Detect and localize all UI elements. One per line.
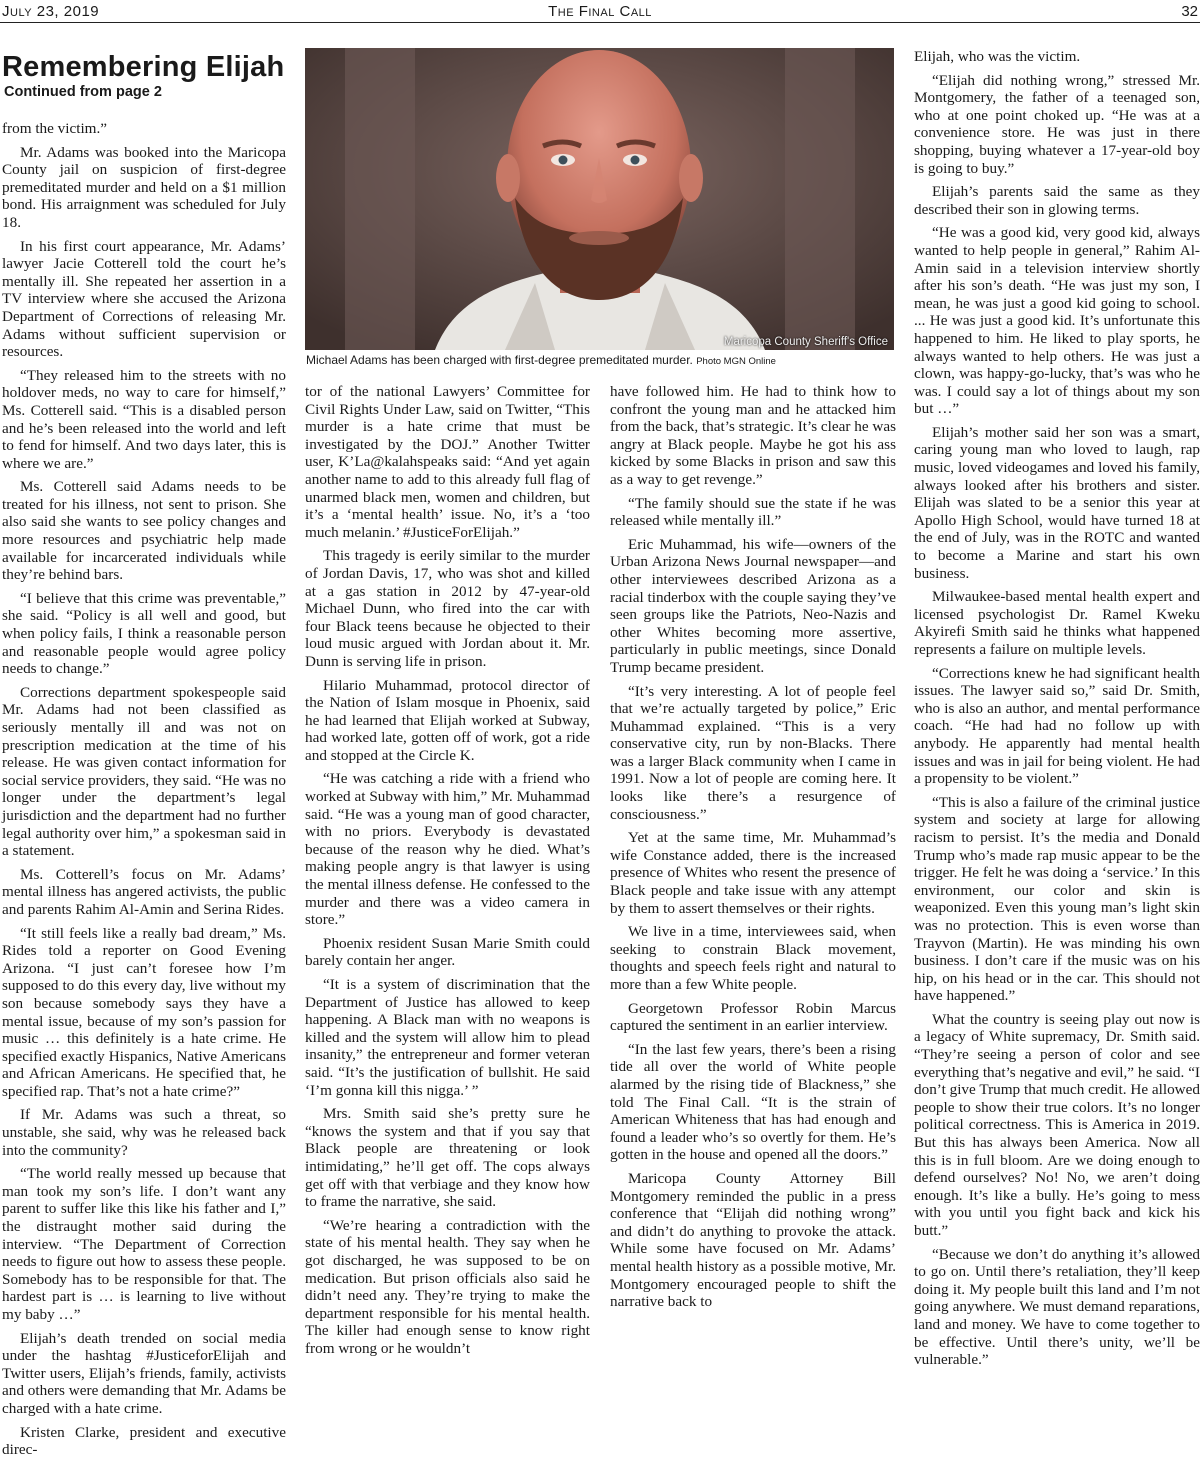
paragraph: Corrections department spokespeople said Mr. Adams had not been classified as seriously mentally ill and was not on prescription medication at the time of his release. He was given contact information for social service providers, they said. “He was no longer under the department’s legal jurisdiction and the department had no further legal authority over him,” a spokesman said in a statement.: [2, 683, 286, 860]
paragraph: from the victim.”: [2, 120, 108, 137]
page-number: 32: [1181, 3, 1198, 20]
paragraph: “In the last few years, there’s been a rising tide all over the world of White people alarmed by the rising tide of Blackness,” she told The Final Call. “It is the strain of American Whiteness that has had enough and found a leader who’s so overtly for them. He’s gotten in the house and opened all the doors.”: [610, 1040, 896, 1164]
paragraph: If Mr. Adams was such a threat, so unstable, she said, why was he released back into the community?: [2, 1106, 286, 1159]
paragraph: “I believe that this crime was preventable,” she said. “Policy is all well and good, but when policy fails, I think a reasonable person and reasonable people would agree policy needs to change.”: [2, 589, 286, 678]
paragraph: Elijah’s mother said her son was a smart, caring young man who loved to laugh, rap music, loved videogames and loved his family, always looked after his brothers and sister. Elijah was slated to be a senior this year at Apollo High School, would have turned 18 at the end of July, was in the ROTC and wanted to become a Marine and start his own business.: [914, 423, 1200, 582]
paragraph: “The world really messed up because that man took my son’s life. I don’t want any parent to suffer like this like his father and I,” the distraught mother said during the interview. “The Department of Correction needs to figure out how to assess these people. Somebody has to be responsible for that. The hardest part is … is learning to live without my baby …”: [2, 1165, 286, 1323]
paragraph: “It is a system of discrimination that the Department of Justice has allowed to keep happening. A Black man with no weapons is killed and the system will allow him to plead insanity,” the entrepreneur and former veteran said. “It’s the justification of bullshit. He said ‘I’m gonna kill this nigga.’ ”: [305, 976, 590, 1099]
paragraph: Ms. Cotterell said Adams needs to be treated for his illness, not sent to prison. She also said she wants to see policy changes and more resources and psychiatric help made available for incarcerated individuals while they’re behind bars.: [2, 478, 286, 584]
paragraph: Milwaukee-based mental health expert and licensed psychologist Dr. Ramel Kweku Akyirefi Smith said he thinks what happened represents a failure on multiple levels.: [914, 588, 1200, 658]
photo-credit: Photo MGN Online: [696, 356, 776, 367]
paragraph: Phoenix resident Susan Marie Smith could barely contain her anger.: [305, 934, 590, 970]
paragraph: What the country is seeing play out now is a legacy of White supremacy, Dr. Smith said. “They’re seeing a person of color and see everything that’s negative and evil,” he said. “I don’t give Trump that much credit. He allowed people to show their true colors. It’s no longer political correctness. This is America in 2019. But this has always been America. Now all this is in full bloom. Are we doing enough to defend ourselves? No! No, we aren’t doing enough. It’s like a bully. He’s going to mess with you until you fight back and kick his butt.”: [914, 1010, 1200, 1239]
article-column-1: [2, 120, 286, 1459]
paragraph: Elijah’s parents said the same as they described their son in glowing terms.: [914, 183, 1200, 218]
paragraph: This tragedy is eerily similar to the murder of Jordan Davis, 17, who was shot and killed at a gas station in 2012 by 47-year-old Michael Dunn, who fired into the car with four Black teens because he objected to their loud music argued with Jordan about it. Mr. Dunn is serving life in prison.: [305, 547, 590, 670]
paragraph: Mr. Adams was booked into the Maricopa County jail on suspicion of first-degree premeditated murder and held on a $1 million bond. His arraignment was scheduled for July 18.: [2, 143, 286, 231]
article-column-2: [305, 383, 590, 1357]
newspaper-name: The Final Call: [548, 3, 652, 20]
paragraph: “They released him to the streets with no holdover meds, no way to care for himself,” Ms. Cotterell said. “This is a disabled person and he’s been released into the world and left to fend for himself. And two days later, this is where we are.”: [2, 366, 286, 472]
mugshot-photo: [305, 48, 894, 350]
paragraph: We live in a time, interviewees said, when seeking to constrain Black movement, thoughts and speech feels right and natural to more than a few White people.: [610, 923, 896, 993]
paragraph: “The family should sue the state if he was released while mentally ill.”: [610, 494, 896, 530]
page-header: [0, 0, 1200, 23]
caption-text: Michael Adams has been charged with first-degree premeditated murder.: [306, 353, 693, 367]
paragraph: “We’re hearing a contradiction with the state of his mental health. They say when he got discharged, he was supposed to be on medication. But prison officials also said he didn’t need any. They’re trying to make the department responsible for his mental health. The killer had enough sense to know right from wrong or he wouldn’t: [305, 1216, 590, 1357]
paragraph: Maricopa County Attorney Bill Montgomery reminded the public in a press conference that “Elijah did nothing wrong” and didn’t do anything to provoke the attack. While some have focused on Mr. Adams’ mental health history as a possible motive, Mr. Montgomery encouraged people to shift the narrative back to: [610, 1169, 896, 1311]
paragraph: “Because we don’t do anything it’s allowed to go on. Until there’s retaliation, they’ll keep doing it. My people built this land and I’m not going anywhere. We must demand reparations, land and money. We have to come together to be effective. Until there’s unity, we’ll be vulnerable.”: [914, 1245, 1200, 1369]
paragraph: “He was catching a ride with a friend who worked at Subway with him,” Mr. Muhammad said. “He was a young man of good character, with no priors. Everybody is devastated because of the reason why he died. What’s making people angry is that lawyer is using the mental illness defense. He confessed to the murder and there was a video camera in store.”: [305, 770, 590, 929]
article-column-3: [610, 383, 896, 1311]
paragraph: “It still feels like a really bad dream,” Ms. Rides told a reporter on Good Evening Arizona. “I just can’t foresee how I’m supposed to do this every day, live without my son because somebody says they have a mental issue, because of my son’s passion for music … this definitely is a hate crime. He specified exactly Hispanics, Native Americans and African Americans. He specified that, he specified rap. That’s not a hate crime?”: [2, 924, 286, 1100]
article-column-4: [914, 48, 1200, 1369]
paragraph: “Elijah did nothing wrong,” stressed Mr. Montgomery, the father of a teenaged son, who at one point choked up. “He was at a convenience store. He was just in there shopping, buying whatever a 17-year-old boy is going to buy.”: [914, 71, 1200, 177]
continued-from-label: Continued from page 2: [4, 84, 162, 100]
paragraph: “This is also a failure of the criminal justice system and society at large for allowing racism to persist. It’s the media and Donald Trump who’s made rap music appear to be the trigger. He felt he was doing a ‘service.’ In this environment, our color and skin is weaponized. Even this young man’s light skin was no protection. This is even worse than Trayvon (Martin). He was minding his own business. I don’t care if the music was on his hip, on his head or in the car. This should not have happened.”: [914, 793, 1200, 1005]
paragraph: Ms. Cotterell’s focus on Mr. Adams’ mental illness has angered activists, the public and parents Rahim Al-Amin and Serina Rides.: [2, 865, 286, 918]
article-headline: Remembering Elijah: [2, 51, 285, 83]
paragraph: Hilario Muhammad, protocol director of the Nation of Islam mosque in Phoenix, said he had learned that Elijah worked at Subway, had worked late, gotten off of work, got a ride and stopped at the Circle K.: [305, 676, 590, 764]
paragraph: have followed him. He had to think how to confront the young man and he attacked him from the back, that’s strategic. It’s clear he was angry at Black people. Maybe he got his ass kicked by some Blacks in prison and saw this as a way to get revenge.”: [610, 383, 896, 488]
paragraph: Elijah, who was the victim.: [914, 48, 1081, 65]
paragraph: “It’s very interesting. A lot of people feel that we’re actually targeted by police,” Eric Muhammad explained. “This is a very conservative city, run by non-Blacks. There was a larger Black community when I came in 1991. Now a lot of people are coming here. It looks like there’s a resurgence of consciousness.”: [610, 682, 896, 823]
paragraph: Mrs. Smith said she’s pretty sure he “knows the system and that if you say that Black people are threatening or look intimidating,” he’ll get off. The cops always get off with that verbiage and they know how to frame the narrative, she said.: [305, 1105, 590, 1211]
paragraph: In his first court appearance, Mr. Adams’ lawyer Jacie Cotterell told the court he’s mentally ill. She repeated her assertion in a TV interview where she accused the Arizona Department of Corrections of releasing Mr. Adams without sufficient supervision or resources.: [2, 237, 286, 361]
paragraph: “Corrections knew he had significant health issues. The lawyer said so,” said Dr. Smith, who is also an author, and mental performance coach. “He had had no follow up with anybody. He apparently had mental health issues and was in jail for being violent. He had a propensity to be violent.”: [914, 664, 1200, 788]
paragraph: Kristen Clarke, president and executive direc-: [2, 1423, 286, 1459]
paragraph: Eric Muhammad, his wife—owners of the Urban Arizona News Journal newspaper—and other interviewees described Arizona as a racial tinderbox with the couple saying they’ve seen groups like the Patriots, Neo-Nazis and other Whites becoming more assertive, particularly in public meetings, since Donald Trump became president.: [610, 535, 896, 676]
issue-date: July 23, 2019: [2, 3, 100, 20]
paragraph: Georgetown Professor Robin Marcus captured the sentiment in an earlier interview.: [610, 999, 896, 1035]
paragraph: Elijah’s death trended on social media under the hashtag #JusticeforElijah and Twitter users, Elijah’s friends, family, activists and others were demanding that Mr. Adams be charged with a hate crime.: [2, 1329, 286, 1417]
paragraph: tor of the national Lawyers’ Committee for Civil Rights Under Law, said on Twitter, “This murder is a hate crime that must be investigated by the DOJ.” Another Twitter user, K’La@kalahspeaks said: “And yet again another name to add to this already full flag of unarmed black men, women and children, but it’s a ‘mental health’ issue. No, it’s a ‘too much melanin.’ #JusticeForElijah.”: [305, 383, 590, 541]
photo-caption: [306, 352, 896, 370]
paragraph: Yet at the same time, Mr. Muhammad’s wife Constance added, there is the increased presence of Whites who resent the presence of Black people and take issue with any attempt by them to assert themselves or their rights.: [610, 829, 896, 917]
mugshot-illustration: [305, 48, 894, 350]
photo-overlay-credit: Maricopa County Sheriff's Office: [723, 336, 888, 348]
paragraph: “He was a good kid, very good kid, always wanted to help people in general,” Rahim Al-Amin said in a television interview shortly after his son’s death. “He was just my son, I mean, he was just a good kid going to school. ... He was just a good kid. It’s unfortunate this happened to him. He liked to play sports, he always wanted to help others. He was just a clown, was happy-go-lucky, that’s was who he was. I could say a lot of things about my son but …”: [914, 224, 1200, 418]
